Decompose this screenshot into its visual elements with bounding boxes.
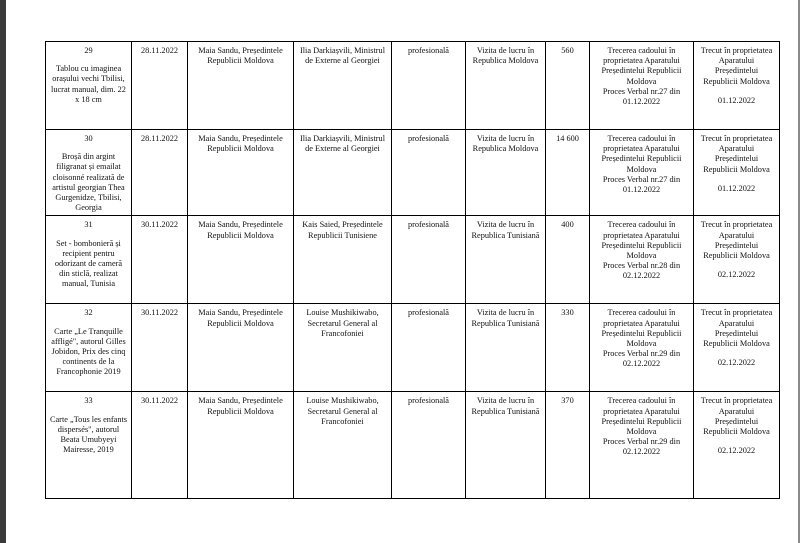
transfer-text: Trecerea cadoului în proprietatea Aparatului Președintelui Republicii Moldova (601, 220, 682, 261)
item-number: 31 (84, 220, 93, 230)
transfer-text: Trecerea cadoului în proprietatea Aparatului Președintelui Republicii Moldova (601, 396, 682, 437)
value-cell: 14 600 (546, 130, 590, 216)
donor-cell: Ilia Darkiașvili, Ministrul de Externe al Georgiei (294, 42, 392, 130)
type-cell: profesională (392, 216, 466, 304)
date-cell: 30.11.2022 (132, 216, 188, 304)
transfer-text: Trecerea cadoului în proprietatea Aparatului Președintelui Republicii Moldova (601, 134, 682, 174)
item-number: 29 (84, 46, 93, 55)
transfer-protocol: Proces Verbal nr.29 din 02.12.2022 (602, 437, 681, 457)
item-cell (46, 216, 132, 304)
status-cell (694, 304, 780, 392)
status-cell (694, 216, 780, 304)
status-date: 02.12.2022 (717, 446, 756, 456)
item-number: 30 (84, 134, 93, 143)
recipient-cell: Maia Sandu, Președintele Republicii Moldova (188, 42, 294, 130)
table-row (46, 130, 780, 216)
recipient-cell: Maia Sandu, Președintele Republicii Moldova (188, 216, 294, 304)
status-text: Trecut în proprietatea Aparatului Președintelui Republicii Moldova (700, 220, 773, 261)
item-description: Broșă din argint filigranat și emailat cloisonné realizată de artistul georgian Thea Gurgenidze, Tbilisi, Georgia (52, 152, 125, 213)
donor-cell: Louise Mushikiwabo, Secretarul General al Francofoniei (294, 392, 392, 499)
type-cell: profesională (392, 304, 466, 392)
item-description: Tablou cu imaginea orașului vechi Tbilisi, lucrat manual, dim. 22 x 18 cm (51, 64, 126, 104)
date-cell: 28.11.2022 (132, 130, 188, 216)
type-cell: profesională (392, 392, 466, 499)
value-cell: 400 (546, 216, 590, 304)
occasion-cell: Vizita de lucru în Republica Tunisiană (466, 392, 546, 499)
status-text: Trecut în proprietatea Aparatului Președintelui Republicii Moldova (700, 134, 773, 174)
value-cell: 370 (546, 392, 590, 499)
table-row (46, 42, 780, 130)
occasion-cell: Vizita de lucru în Republica Tunisiană (466, 304, 546, 392)
transfer-cell (590, 392, 694, 499)
donor-cell: Louise Mushikiwabo, Secretarul General al Francofoniei (294, 304, 392, 392)
table-row (46, 304, 780, 392)
status-cell (694, 130, 780, 216)
recipient-cell: Maia Sandu, Președintele Republicii Moldova (188, 392, 294, 499)
table-row (46, 392, 780, 499)
status-text: Trecut în proprietatea Aparatului Președintelui Republicii Moldova (700, 308, 773, 349)
status-text: Trecut în proprietatea Aparatului Președintelui Republicii Moldova (700, 46, 773, 86)
item-description: Carte „Le Tranquille affligé", autorul Gilles Jobidon, Prix des cinq continents de la Francophonie 2019 (51, 326, 126, 377)
item-cell (46, 130, 132, 216)
transfer-cell (590, 42, 694, 130)
transfer-cell (590, 304, 694, 392)
occasion-cell: Vizita de lucru în Republica Moldova (466, 130, 546, 216)
status-cell (694, 392, 780, 499)
document-page (6, 0, 798, 543)
occasion-cell: Vizita de lucru în Republica Tunisiană (466, 216, 546, 304)
transfer-protocol: Proces Verbal nr.27 din 01.12.2022 (602, 86, 681, 107)
status-date: 02.12.2022 (717, 270, 756, 280)
status-cell (694, 42, 780, 130)
status-date: 02.12.2022 (717, 358, 756, 368)
value-cell: 330 (546, 304, 590, 392)
date-cell: 30.11.2022 (132, 304, 188, 392)
transfer-text: Trecerea cadoului în proprietatea Aparatului Președintelui Republicii Moldova (601, 46, 682, 86)
date-cell: 30.11.2022 (132, 392, 188, 499)
item-cell (46, 304, 132, 392)
item-description: Set - bombonieră și recipient pentru odorizant de cameră din sticlă, realizat manual, Tunisia (54, 238, 123, 289)
transfer-protocol: Proces Verbal nr.28 din 02.12.2022 (602, 261, 681, 281)
donor-cell: Ilia Darkiașvili, Ministrul de Externe al Georgiei (294, 130, 392, 216)
transfer-cell (590, 130, 694, 216)
table-row (46, 216, 780, 304)
transfer-protocol: Proces Verbal nr.27 din 01.12.2022 (602, 174, 681, 195)
transfer-text: Trecerea cadoului în proprietatea Aparatului Președintelui Republicii Moldova (601, 308, 682, 349)
item-cell (46, 42, 132, 130)
transfer-cell (590, 216, 694, 304)
donor-cell: Kais Saied, Președintele Republicii Tunisiene (294, 216, 392, 304)
item-number: 32 (84, 308, 93, 318)
item-cell (46, 392, 132, 499)
value-cell: 560 (546, 42, 590, 130)
occasion-cell: Vizita de lucru în Republica Moldova (466, 42, 546, 130)
item-description: Carte „Tous les enfants dispersés", autorul Beata Umubyeyi Mairesse, 2019 (49, 414, 128, 455)
recipient-cell: Maia Sandu, Președintele Republicii Moldova (188, 130, 294, 216)
item-number: 33 (84, 396, 93, 406)
transfer-protocol: Proces Verbal nr.29 din 02.12.2022 (602, 349, 681, 369)
status-text: Trecut în proprietatea Aparatului Președintelui Republicii Moldova (700, 396, 773, 437)
date-cell: 28.11.2022 (132, 42, 188, 130)
type-cell: profesională (392, 130, 466, 216)
status-date: 01.12.2022 (717, 183, 756, 193)
status-date: 01.12.2022 (717, 95, 756, 105)
recipient-cell: Maia Sandu, Președintele Republicii Moldova (188, 304, 294, 392)
gifts-register-table (45, 41, 780, 499)
type-cell: profesională (392, 42, 466, 130)
